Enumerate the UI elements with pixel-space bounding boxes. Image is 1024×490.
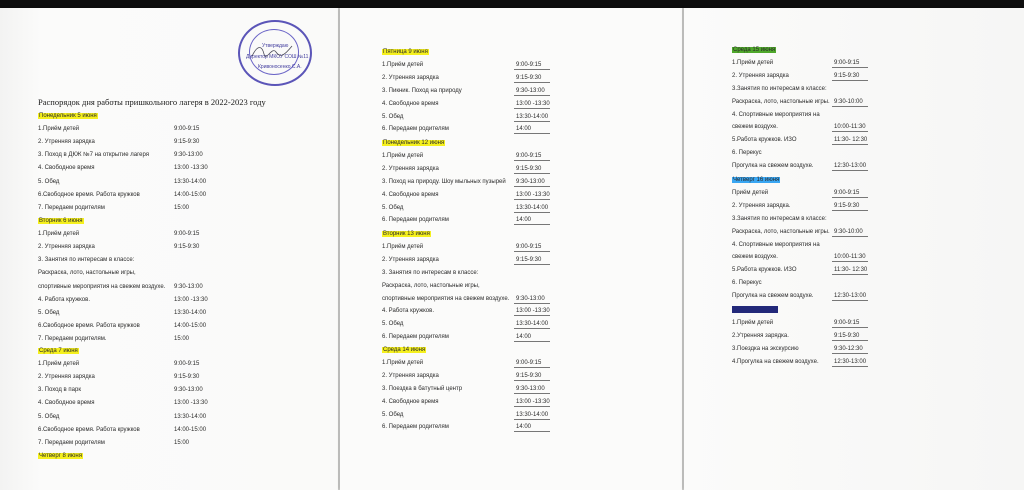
schedule-item: 6. Передаем родителям — [382, 217, 449, 224]
schedule-item: 1.Приём детей — [38, 126, 80, 133]
schedule-time: 13:00 -13:30 — [516, 191, 550, 198]
day-heading-label: Среда 14 июня — [383, 347, 426, 353]
stamp-line-3: Кривоносенко С.А. — [258, 64, 302, 70]
day-heading — [38, 347, 79, 355]
schedule-page-2 — [340, 8, 682, 490]
time-underline — [514, 173, 550, 174]
day-heading-label: Среда 7 июня — [39, 348, 78, 354]
schedule-item: 3. Поход в парк — [38, 387, 81, 394]
schedule-item: 1.Приём детей — [382, 243, 424, 250]
time-underline — [832, 353, 868, 354]
time-underline — [514, 251, 550, 252]
schedule-time: 13:00 -13:30 — [174, 400, 208, 407]
schedule-time: 9:30-13:00 — [174, 387, 203, 394]
schedule-time: 13:00 -13:30 — [516, 308, 550, 315]
schedule-time: 9:30-12:30 — [834, 345, 863, 352]
schedule-time: 9:15-9:30 — [834, 72, 860, 79]
schedule-time: 13:00 -13:30 — [174, 165, 208, 172]
schedule-time: 14:00-15:00 — [174, 426, 207, 433]
schedule-time: 9:00-9:15 — [834, 189, 860, 196]
schedule-time: 9:30-13:00 — [174, 283, 203, 290]
schedule-time: 15:00 — [174, 439, 190, 446]
day-heading — [732, 46, 776, 54]
schedule-time: 14:00-15:00 — [174, 191, 207, 198]
schedule-time: 13:30-14:00 — [516, 204, 549, 211]
schedule-item: Приём детей — [732, 189, 769, 196]
day-heading-label: Среда 15 июня — [733, 47, 776, 53]
time-underline — [514, 393, 550, 394]
day-heading — [38, 452, 83, 460]
schedule-time: 14:00 — [516, 126, 532, 133]
schedule-item: 3. Поход в ДКЖ №7 на открытие лагеря — [38, 152, 150, 159]
schedule-time: 9:30-13:00 — [516, 295, 545, 302]
day-heading-label: Понедельник 5 июня — [39, 113, 97, 119]
schedule-item: 5.Работа кружков. ИЗО — [732, 137, 797, 144]
schedule-time: 9:15-9:30 — [834, 202, 860, 209]
day-heading — [382, 230, 431, 238]
day-heading-label: Четверг 8 июня — [39, 453, 82, 459]
time-underline — [514, 380, 550, 381]
time-underline — [832, 300, 868, 301]
time-underline — [832, 131, 868, 132]
schedule-item: 6. Перекус — [732, 280, 762, 287]
schedule-item: 4. Свободное время — [38, 165, 95, 172]
time-underline — [832, 197, 868, 198]
schedule-time: 14:00 — [516, 424, 532, 431]
schedule-item: 3. Пикник. Поход на природу — [382, 87, 462, 94]
schedule-time: 14:00-15:00 — [174, 322, 207, 329]
schedule-item: 1.Приём детей — [38, 361, 80, 368]
schedule-item: 3.Занятия по интересам в классе: — [732, 85, 827, 92]
schedule-time: 9:30-10:00 — [834, 228, 863, 235]
day-heading — [38, 217, 84, 225]
schedule-item: 3. Занятия по интересам в классе: — [38, 257, 135, 264]
schedule-item: 2. Утренняя зарядка — [38, 374, 95, 381]
schedule-item: 3. Поход на природу. Шоу мыльных пузырей — [382, 178, 506, 185]
schedule-item: Раскраска, лото, настольные игры, — [382, 282, 480, 289]
schedule-item: 6. Передаем родителям — [382, 126, 449, 133]
schedule-time: 9:00-9:15 — [516, 359, 542, 366]
time-underline — [514, 186, 550, 187]
schedule-item: 7. Передаем родителям — [38, 439, 105, 446]
stamp-line-1: Утверждаю — [262, 43, 289, 49]
schedule-item: 1.Приём детей — [382, 152, 424, 159]
day-heading-label: Вторник 6 июня — [39, 218, 83, 224]
day-heading — [732, 306, 778, 316]
schedule-time: 15:00 — [174, 335, 190, 342]
schedule-item: 2. Утренняя зарядка — [382, 256, 439, 263]
schedule-item: 4. Спортивные мероприятия на — [732, 241, 820, 248]
time-underline — [514, 69, 550, 70]
time-underline — [514, 315, 550, 316]
schedule-time: 13:30-14:00 — [516, 411, 549, 418]
day-heading — [382, 346, 426, 354]
schedule-time: 9:00-9:15 — [516, 61, 542, 68]
stamp-line-2: Директор МКОУ СОШ №11 — [246, 54, 309, 60]
time-underline — [832, 170, 868, 171]
schedule-time: 9:00-9:15 — [834, 319, 860, 326]
schedule-time: 13:30-14:00 — [174, 413, 207, 420]
schedule-time: 9:15-9:30 — [516, 74, 542, 81]
schedule-item: 2. Утренняя зарядка — [382, 165, 439, 172]
day-heading-label: Вторник 13 июня — [383, 231, 430, 237]
schedule-time: 13:00 -13:30 — [174, 296, 208, 303]
schedule-item: 5. Обед — [38, 309, 60, 316]
schedule-time: 9:00-9:15 — [174, 361, 200, 368]
schedule-item: 2. Утренняя зарядка — [38, 244, 95, 251]
schedule-item: 5. Обед — [382, 204, 404, 211]
time-underline — [514, 224, 550, 225]
schedule-time: 10:00-11:30 — [834, 124, 866, 131]
schedule-item: 3.Поездка на экскурсию — [732, 345, 799, 352]
day-heading — [38, 112, 98, 120]
schedule-item: 4.Прогулка на свежем воздухе. — [732, 358, 819, 365]
schedule-time: 11:30- 12:30 — [834, 267, 868, 274]
time-underline — [514, 367, 550, 368]
schedule-time: 13:30-14:00 — [516, 113, 549, 120]
time-underline — [832, 236, 868, 237]
top-edge — [0, 0, 1024, 8]
signature — [250, 42, 294, 60]
redacted-heading — [732, 306, 778, 313]
schedule-item: 4. Свободное время — [382, 191, 439, 198]
schedule-item: Раскраска, лото, настольные игры. — [732, 98, 830, 105]
schedule-time: 9:00-9:15 — [174, 126, 200, 133]
time-underline — [832, 80, 868, 81]
schedule-item: 2. Утренняя зарядка — [382, 74, 439, 81]
time-underline — [832, 274, 868, 275]
document-title: Распорядок дня работы пришкольного лагеря в 2022-2023 году — [38, 97, 266, 107]
schedule-item: 4. Работа кружков. — [38, 296, 90, 303]
day-heading — [382, 139, 445, 147]
schedule-time: 13:30-14:00 — [174, 178, 207, 185]
time-underline — [514, 431, 550, 432]
schedule-item: свежем воздухе. — [732, 124, 778, 131]
schedule-item: Прогулка на свежем воздухе. — [732, 163, 814, 170]
schedule-time: 13:30-14:00 — [516, 321, 549, 328]
time-underline — [832, 144, 868, 145]
schedule-item: 2.Утренняя зарядка. — [732, 332, 789, 339]
schedule-item: 3.Занятия по интересам в классе: — [732, 215, 827, 222]
schedule-time: 9:15-9:30 — [516, 165, 542, 172]
time-underline — [832, 340, 868, 341]
schedule-item: 5. Обед — [382, 411, 404, 418]
time-underline — [832, 210, 868, 211]
time-underline — [514, 303, 550, 304]
schedule-item: 4. Работа кружков. — [382, 308, 434, 315]
time-underline — [514, 419, 550, 420]
schedule-time: 9:15-9:30 — [834, 332, 860, 339]
schedule-time: 13:00 -13:30 — [516, 398, 550, 405]
time-underline — [514, 264, 550, 265]
time-underline — [832, 261, 868, 262]
schedule-item: спортивные мероприятия на свежем воздухе. — [38, 283, 166, 290]
schedule-item: 5. Обед — [382, 113, 404, 120]
schedule-time: 9:30-13:00 — [174, 152, 203, 159]
schedule-item: 7. Передаем родителям — [38, 204, 105, 211]
day-heading-label: Пятница 9 июня — [383, 49, 428, 55]
schedule-time: 10:00-11:30 — [834, 254, 866, 261]
schedule-item: 4. Спортивные мероприятия на — [732, 111, 820, 118]
schedule-time: 12:30-13:00 — [834, 163, 867, 170]
time-underline — [514, 341, 550, 342]
schedule-item: 3. Поездка в батутный центр — [382, 385, 463, 392]
schedule-item: 6. Перекус — [732, 150, 762, 157]
schedule-time: 14:00 — [516, 217, 532, 224]
day-heading — [382, 48, 429, 56]
schedule-item: 6.Свободное время. Работа кружков — [38, 426, 140, 433]
schedule-item: свежем воздухе. — [732, 254, 778, 261]
schedule-time: 9:15-9:30 — [174, 244, 200, 251]
schedule-time: 13:00 -13:30 — [516, 100, 550, 107]
time-underline — [514, 82, 550, 83]
time-underline — [514, 406, 550, 407]
day-heading-label: Понедельник 12 июня — [383, 140, 445, 146]
schedule-time: 9:00-9:15 — [516, 243, 542, 250]
schedule-item: 3. Занятия по интересам в классе: — [382, 269, 479, 276]
schedule-item: 1.Приём детей — [382, 359, 424, 366]
time-underline — [514, 95, 550, 96]
time-underline — [514, 108, 550, 109]
schedule-time: 15:00 — [174, 204, 190, 211]
schedule-item: 5. Обед — [38, 178, 60, 185]
schedule-item: 1.Приём детей — [732, 319, 774, 326]
schedule-time: 9:15-9:30 — [516, 256, 542, 263]
time-underline — [514, 133, 550, 134]
schedule-time: 9:00-9:15 — [174, 231, 200, 238]
schedule-item: Раскраска, лото, настольные игры, — [38, 270, 136, 277]
schedule-page-3 — [684, 8, 1024, 490]
schedule-item: 5.Работа кружков. ИЗО — [732, 267, 797, 274]
schedule-item: 6. Передаем родителям — [382, 424, 449, 431]
schedule-item: Раскраска, лото, настольные игры. — [732, 228, 830, 235]
schedule-time: 11:30- 12:30 — [834, 137, 868, 144]
time-underline — [832, 106, 868, 107]
schedule-time: 12:30-13:00 — [834, 293, 867, 300]
schedule-time: 9:30-10:00 — [834, 98, 863, 105]
schedule-item: 4. Свободное время — [382, 100, 439, 107]
day-heading — [732, 176, 780, 184]
schedule-time: 9:15-9:30 — [516, 372, 542, 379]
schedule-item: 5. Обед — [38, 413, 60, 420]
schedule-time: 9:30-13:00 — [516, 385, 545, 392]
schedule-time: 14:00 — [516, 334, 532, 341]
schedule-item: 2. Утренняя зарядка — [382, 372, 439, 379]
schedule-item: 1.Приём детей — [382, 61, 424, 68]
schedule-item: 6. Передаем родителям — [382, 334, 449, 341]
schedule-item: 7. Передаем родителям. — [38, 335, 107, 342]
time-underline — [832, 327, 868, 328]
time-underline — [514, 328, 550, 329]
time-underline — [514, 160, 550, 161]
schedule-item: спортивные мероприятия на свежем воздухе. — [382, 295, 510, 302]
time-underline — [832, 67, 868, 68]
schedule-time: 12:30-13:00 — [834, 358, 867, 365]
schedule-item: 1.Приём детей — [38, 231, 80, 238]
time-underline — [514, 121, 550, 122]
schedule-item: 5. Обед — [382, 321, 404, 328]
time-underline — [514, 199, 550, 200]
schedule-item: 4. Свободное время — [382, 398, 439, 405]
schedule-time: 9:30-13:00 — [516, 178, 545, 185]
schedule-item: 4. Свободное время — [38, 400, 95, 407]
schedule-time: 9:15-9:30 — [174, 374, 200, 381]
schedule-time: 13:30-14:00 — [174, 309, 207, 316]
schedule-page-1 — [0, 8, 338, 490]
schedule-item: 2. Утренняя зарядка. — [732, 202, 791, 209]
schedule-time: 9:30-13:00 — [516, 87, 545, 94]
schedule-time: 9:00-9:15 — [834, 59, 860, 66]
schedule-item: 2. Утренняя зарядка — [732, 72, 789, 79]
time-underline — [514, 212, 550, 213]
schedule-item: 6.Свободное время. Работа кружков — [38, 191, 140, 198]
schedule-time: 9:00-9:15 — [516, 152, 542, 159]
schedule-item: 6.Свободное время. Работа кружков — [38, 322, 140, 329]
schedule-item: 1.Приём детей — [732, 59, 774, 66]
day-heading-label: Четверг 16 июня — [733, 177, 780, 183]
schedule-item: Прогулка на свежем воздухе. — [732, 293, 814, 300]
schedule-time: 9:15-9:30 — [174, 139, 200, 146]
time-underline — [832, 366, 868, 367]
schedule-item: 2. Утренняя зарядка — [38, 139, 95, 146]
